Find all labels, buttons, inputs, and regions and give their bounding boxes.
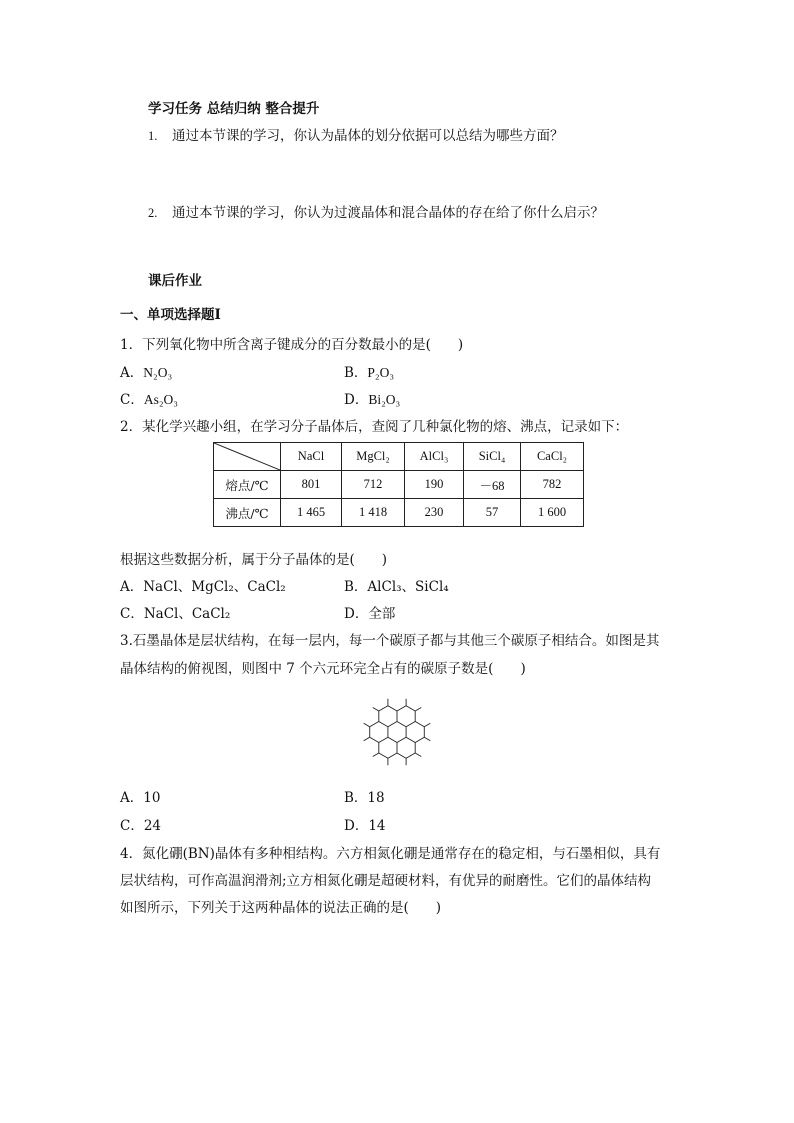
dangling-bond: [415, 708, 421, 712]
hexagon-bond: [379, 706, 388, 711]
hexagon-bond: [379, 737, 388, 742]
q1-option-d: [344, 391, 400, 409]
q3-option-a: A．10: [120, 790, 161, 806]
task-q2-text: 通过本节课的学习，你认为过渡晶体和混合晶体的存在给了你什么启示？: [172, 205, 604, 221]
dangling-bond: [373, 708, 379, 712]
q2-option-a: A．NaCl、MgCl₂、CaCl₂: [120, 579, 286, 595]
table-header-cell: SiCl₄: [464, 443, 521, 471]
graphite-layer-figure: [355, 686, 439, 778]
hexagon-bond: [388, 722, 397, 727]
q2-prompt: 根据这些数据分析，属于分子晶体的是( ): [120, 552, 388, 568]
hexagon-bond: [406, 753, 415, 758]
q1-option-a: [120, 364, 172, 382]
hexagon-bond: [415, 722, 424, 727]
hexagon-bond: [379, 753, 388, 758]
dangling-bond: [424, 723, 430, 727]
q1-option-a-formula: N₂O₃: [143, 365, 173, 380]
q1-option-c-label: C．: [120, 392, 144, 408]
table-corner-cell: [214, 443, 281, 471]
table-row-label: 沸点/℃: [214, 499, 281, 527]
q3-option-d: D．14: [344, 818, 386, 834]
q1-option-a-label: A．: [120, 365, 144, 381]
hexagon-bond: [397, 706, 406, 711]
hexagon-bond: [406, 737, 415, 742]
q4-stem-line3: 如图所示，下列关于这两种晶体的说法正确的是( ): [120, 900, 442, 916]
graphite-hexagon-diagram: [355, 686, 439, 778]
table-cell: －68: [464, 471, 521, 499]
hexagon-bond: [388, 737, 397, 742]
table-cell: 1 418: [342, 499, 405, 527]
table-row: [214, 471, 584, 499]
hexagon-bond: [379, 722, 388, 727]
table-cell: 1 465: [281, 499, 342, 527]
dangling-bond: [424, 737, 430, 741]
table-cell: 57: [464, 499, 521, 527]
table-cell: 712: [342, 471, 405, 499]
q3-stem-line2: 晶体结构的俯视图，则图中 7 个六元环完全占有的碳原子数是( ): [120, 661, 526, 677]
table-header-cell: MgCl₂: [342, 443, 405, 471]
q1-stem: 1．下列氧化物中所含离子键成分的百分数最小的是( ): [120, 337, 464, 353]
table-header-cell: CaCl₂: [521, 443, 584, 471]
q1-option-b: [344, 364, 394, 382]
table-cell: 190: [405, 471, 464, 499]
hexagon-bond: [397, 753, 406, 758]
table-cell: 1 600: [521, 499, 584, 527]
q1-option-b-formula: P₂O₃: [367, 365, 395, 380]
q1-option-c-formula: As₂O₃: [143, 392, 179, 407]
q1-option-b-label: B．: [344, 365, 368, 381]
table-cell: 801: [281, 471, 342, 499]
task-q2-number: 2.: [148, 206, 158, 220]
task-q1-number: 1.: [148, 129, 158, 143]
q3-option-b: B．18: [344, 790, 385, 806]
hexagon-bond: [397, 737, 406, 742]
q1-option-d-label: D．: [344, 392, 369, 408]
q3-option-c: C．24: [120, 818, 162, 834]
hexagon-bond: [406, 722, 415, 727]
q4-stem-line2: 层状结构，可作高温润滑剂;立方相氮化硼是超硬材料，有优异的耐磨性。它们的晶体结构: [120, 873, 652, 889]
hexagon-bond: [415, 737, 424, 742]
table-cell: 230: [405, 499, 464, 527]
section-heading: 一、单项选择题Ⅰ: [120, 307, 221, 323]
q3-stem-line1: 3.石墨晶体是层状结构，在每一层内，每一个碳原子都与其他三个碳原子相结合。如图是其: [120, 633, 660, 649]
chloride-data-table: [213, 442, 584, 527]
dangling-bond: [373, 753, 379, 757]
table-row: [214, 499, 584, 527]
hexagon-bond: [388, 706, 397, 711]
q1-option-d-formula: Bi₂O₃: [368, 392, 401, 407]
hexagon-bond: [388, 753, 397, 758]
dangling-bond: [364, 723, 370, 727]
q2-option-c: C．NaCl、CaCl₂: [120, 606, 231, 622]
homework-title: 课后作业: [148, 273, 202, 289]
table-header-row: [214, 443, 584, 471]
q2-option-d: D．全部: [344, 606, 396, 622]
task-title: 学习任务 总结归纳 整合提升: [148, 101, 320, 117]
hexagon-bond: [370, 722, 379, 727]
table-cell: 782: [521, 471, 584, 499]
q2-option-b: B．AlCl₃、SiCl₄: [344, 579, 449, 595]
table-row-label: 熔点/℃: [214, 471, 281, 499]
task-q1-text: 通过本节课的学习，你认为晶体的划分依据可以总结为哪些方面？: [172, 128, 564, 144]
q2-stem: 2．某化学兴趣小组，在学习分子晶体后，查阅了几种氯化物的熔、沸点，记录如下：: [120, 419, 629, 435]
dangling-bond: [415, 753, 421, 757]
diagonal-line-icon: [214, 443, 280, 470]
table-header-cell: AlCl₃: [405, 443, 464, 471]
table-header-cell: NaCl: [281, 443, 342, 471]
q4-stem-line1: 4．氮化硼(BN)晶体有多种相结构。六方相氮化硼是通常存在的稳定相，与石墨相似，具有: [120, 846, 661, 862]
hexagon-bond: [370, 737, 379, 742]
q1-option-c: [120, 391, 178, 409]
dangling-bond: [364, 737, 370, 741]
hexagon-bond: [406, 706, 415, 711]
hexagon-bond: [397, 722, 406, 727]
